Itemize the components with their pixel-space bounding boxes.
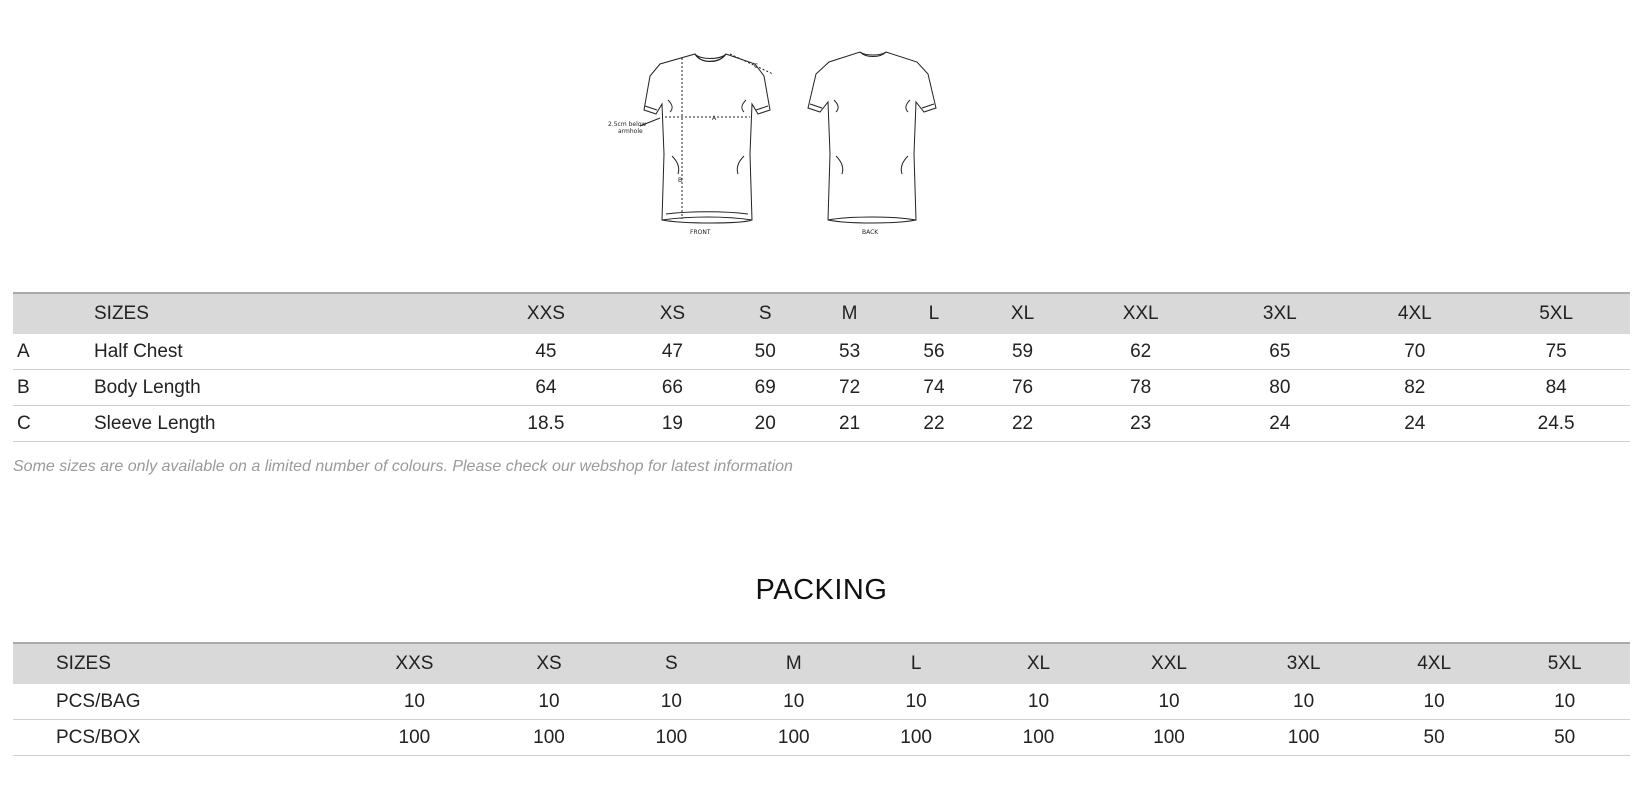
table-cell: 70	[1347, 334, 1482, 370]
table-cell: 100	[341, 720, 488, 756]
table-cell: 10	[1100, 684, 1239, 720]
table-cell: 10	[488, 684, 610, 720]
row-letter: A	[13, 334, 94, 370]
table-cell: 76	[976, 370, 1069, 406]
header-size: XS	[488, 643, 610, 684]
table-cell: 21	[807, 406, 891, 442]
header-blank-cell	[13, 293, 94, 334]
table-cell: 22	[976, 406, 1069, 442]
table-cell: 56	[892, 334, 976, 370]
header-size: S	[723, 293, 807, 334]
tshirt-diagram	[608, 44, 1010, 256]
table-cell: 74	[892, 370, 976, 406]
row-name: Half Chest	[94, 334, 470, 370]
header-size: XL	[977, 643, 1099, 684]
table-cell: 69	[723, 370, 807, 406]
table-cell: 10	[733, 684, 855, 720]
table-row	[13, 684, 1630, 720]
table-cell: 84	[1482, 370, 1630, 406]
table-cell: 24.5	[1482, 406, 1630, 442]
table-cell: 75	[1482, 334, 1630, 370]
table-cell: 50	[1499, 720, 1630, 756]
table-cell: 10	[1499, 684, 1630, 720]
availability-note: Some sizes are only available on a limited number of colours. Please check our webshop for latest information	[13, 458, 793, 475]
table-cell: 100	[1238, 720, 1369, 756]
header-size: XXL	[1069, 293, 1212, 334]
header-size: 3XL	[1238, 643, 1369, 684]
front-label: FRONT	[690, 229, 711, 236]
table-cell: 66	[622, 370, 723, 406]
header-size: 5XL	[1482, 293, 1630, 334]
table-cell: 100	[977, 720, 1099, 756]
table-row	[13, 370, 1630, 406]
table-cell: 50	[723, 334, 807, 370]
table-cell: 82	[1347, 370, 1482, 406]
table-cell: 80	[1212, 370, 1347, 406]
table-cell: 10	[1369, 684, 1500, 720]
table-cell: 53	[807, 334, 891, 370]
header-size: L	[855, 643, 977, 684]
header-size: M	[807, 293, 891, 334]
header-size: XXS	[470, 293, 622, 334]
table-row	[13, 406, 1630, 442]
table-cell: 100	[733, 720, 855, 756]
size-chart-header-row	[13, 293, 1630, 334]
row-name: Body Length	[94, 370, 470, 406]
table-cell: 10	[610, 684, 732, 720]
table-cell: 24	[1212, 406, 1347, 442]
header-sizes-label: SIZES	[94, 293, 470, 334]
table-row	[13, 334, 1630, 370]
table-cell: 23	[1069, 406, 1212, 442]
table-cell: 59	[976, 334, 1069, 370]
header-size: 5XL	[1499, 643, 1630, 684]
size-chart-table	[13, 292, 1630, 442]
table-cell: 72	[807, 370, 891, 406]
header-size: XS	[622, 293, 723, 334]
table-cell: 50	[1369, 720, 1500, 756]
packing-title: PACKING	[755, 574, 888, 606]
row-letter: C	[13, 406, 94, 442]
table-cell: 64	[470, 370, 622, 406]
table-cell: 45	[470, 334, 622, 370]
measure-note-line1: 2.5cm below	[608, 121, 647, 128]
table-cell: 100	[488, 720, 610, 756]
table-cell: 10	[1238, 684, 1369, 720]
marker-a: A	[712, 115, 717, 122]
table-cell: 20	[723, 406, 807, 442]
header-size: XL	[976, 293, 1069, 334]
table-cell: 100	[610, 720, 732, 756]
table-cell: 10	[341, 684, 488, 720]
header-size: 4XL	[1369, 643, 1500, 684]
table-cell: 10	[855, 684, 977, 720]
row-name: PCS/BAG	[13, 684, 341, 720]
table-cell: 24	[1347, 406, 1482, 442]
back-shirt-outline	[808, 52, 936, 223]
table-cell: 18.5	[470, 406, 622, 442]
table-cell: 19	[622, 406, 723, 442]
marker-b: B	[678, 177, 683, 184]
tshirt-sketch	[608, 44, 1010, 256]
header-sizes-label: SIZES	[13, 643, 341, 684]
table-row	[13, 720, 1630, 756]
header-size: 4XL	[1347, 293, 1482, 334]
row-letter: B	[13, 370, 94, 406]
table-cell: 10	[977, 684, 1099, 720]
table-cell: 62	[1069, 334, 1212, 370]
header-size: XXL	[1100, 643, 1239, 684]
header-size: L	[892, 293, 976, 334]
table-cell: 100	[1100, 720, 1239, 756]
front-shirt-outline	[644, 54, 770, 223]
header-size: 3XL	[1212, 293, 1347, 334]
table-cell: 65	[1212, 334, 1347, 370]
header-size: S	[610, 643, 732, 684]
marker-c: C	[754, 63, 759, 70]
measure-note-line2: armhole	[618, 128, 643, 135]
row-name: PCS/BOX	[13, 720, 341, 756]
packing-header-row	[13, 643, 1630, 684]
header-size: M	[733, 643, 855, 684]
back-label: BACK	[862, 229, 879, 236]
packing-table	[13, 642, 1630, 756]
table-cell: 22	[892, 406, 976, 442]
table-cell: 100	[855, 720, 977, 756]
table-cell: 78	[1069, 370, 1212, 406]
header-size: XXS	[341, 643, 488, 684]
table-cell: 47	[622, 334, 723, 370]
row-name: Sleeve Length	[94, 406, 470, 442]
